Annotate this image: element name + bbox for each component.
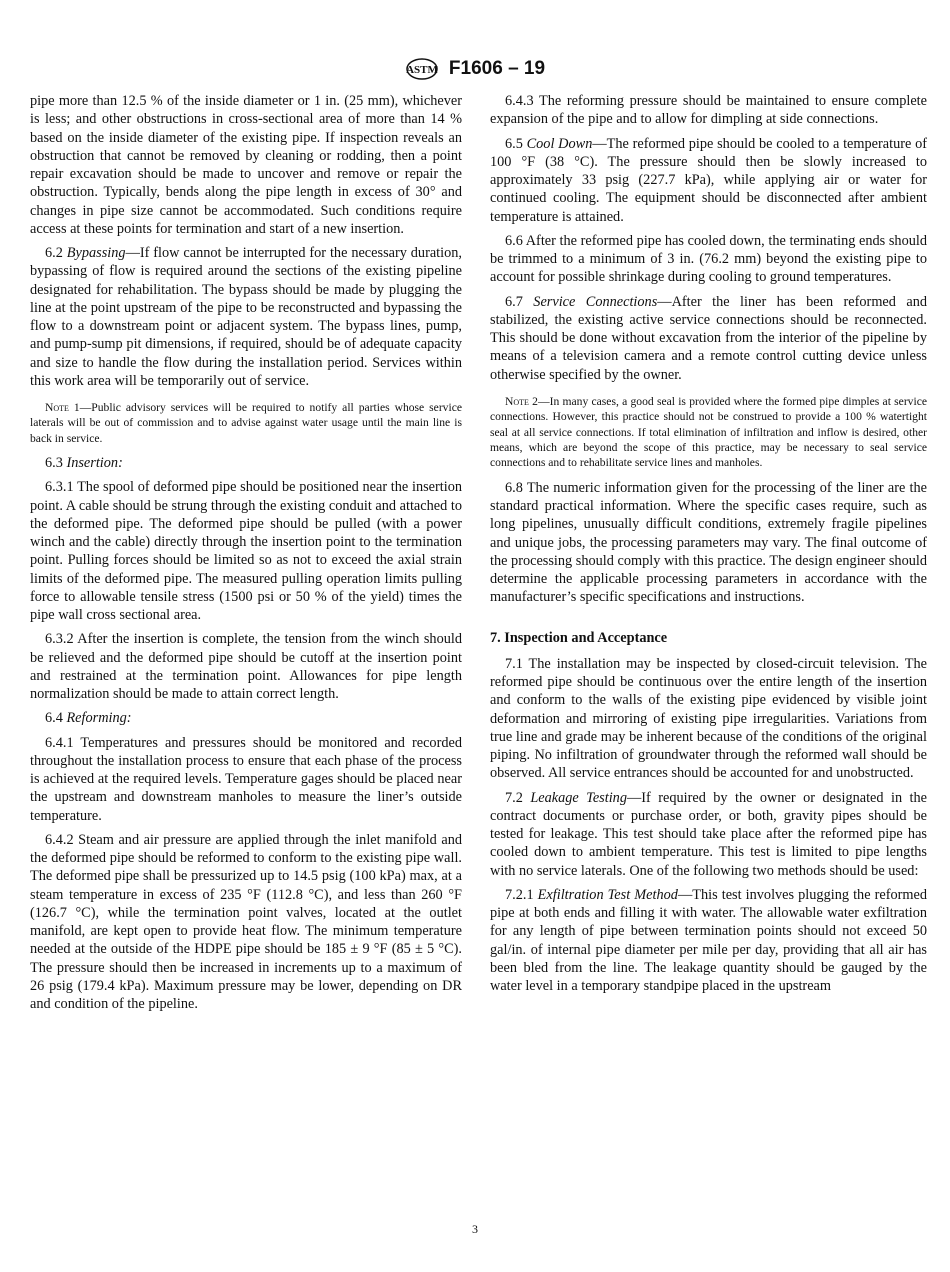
right-column bbox=[490, 92, 927, 1001]
paragraph bbox=[490, 789, 927, 880]
section-heading: 7. Inspection and Acceptance bbox=[490, 629, 668, 646]
section-number: 6.3 bbox=[45, 455, 63, 472]
paragraph-text: pipe more than 12.5 % of the inside diameter or 1 in. (25 mm), whichever is less; and other obstructions in cross-sectional area of more than 14 % based on the inside diameter of the existing pipe. If inspection reveals an obstruction that cannot be removed by cleaning or rodding, then a point repair excavation should be made to uncover and remove or repair the obstruction. Typically, bends along the pipe length in excess of 30° and changes in pipe size cannot be accommodated. Such conditions require access at these points for termination and start of a new insertion. bbox=[30, 93, 462, 237]
section-title: Cool Down bbox=[526, 135, 593, 152]
paragraph-text: The spool of deformed pipe should be positioned near the insertion point. A cable should be strung through the existing conduit and attached to the deformed pipe. The deformed pipe should be pulled (with a power winch and the cable) directly through the insertion point to the termination point. Pulling forces should be limited so as not to exceed the axial strain limits of the deformed pipe. The measured pulling operation limits pulling force to allowable tensile stress (1500 psi or 50 % of the yield) times the pipe wall cross sectional area. bbox=[30, 479, 462, 624]
section-number: 6.7 bbox=[505, 293, 523, 310]
section-number: 7.2 bbox=[505, 789, 523, 806]
paragraph-text: —This test involves plugging the reformed pipe at both ends and filling it with water. The allowable water exfiltration for any length of pipe between termination points should not exceed 50 gal/in. of internal pipe diameter per mile per day, providing that all air has been bled from the line. The leakage quantity should be gauged by the water level in a temporary standpipe placed in the upstream bbox=[490, 886, 927, 995]
note bbox=[30, 400, 462, 446]
section-number: 6.4 bbox=[45, 710, 63, 727]
paragraph-text: —If flow cannot be interrupted for the necessary duration, bypassing of flow is required around the sections of the existing pipeline designated for rehabilitation. The bypass should be made by plugging the line at the point upstream of the pipe to be reconstructed and bypassing the flow to a downstream point or adjacent system. The bypass lines, pump, and pump-sump pit dimensions, if required, should be of adequate capacity and size to handle the flow during the installation period. Services within this work area will be temporarily out of service. bbox=[30, 245, 463, 389]
paragraph bbox=[30, 478, 462, 624]
paragraph bbox=[30, 831, 462, 1014]
standard-designation: F1606 – 19 bbox=[448, 58, 546, 79]
left-column bbox=[30, 92, 462, 1019]
paragraph-text: The numeric information given for the processing of the liner are the standard practical information. Where the specific cases require, such as long pipelines, unusually difficult conditions, extremely fragile pipelines and unique jobs, the processing parameters may vary. The final outcome of the processing should comply with this practice. The design engineer should determine the applicable processing parameters in accordance with the manufacturer’s specific specifications and instructions. bbox=[490, 479, 927, 606]
paragraph bbox=[490, 655, 927, 783]
paragraph-text: —The reformed pipe should be cooled to a temperature of 100 °F (38 °C). The pressure should then be slowly increased to approximately 33 psig (227.7 kPa), while applying air or water for continued cooling. The equipment should be disconnected after ambient temperature is attained. bbox=[490, 135, 927, 225]
paragraph-text: —If required by the owner or designated in the contract documents or purchase order, or both, gravity pipes should be tested for leakage. This test should take place after the reformed pipe has cooled down to ambient temperature. This test is limited to pipe lengths with no service laterals. One of the following two methods should be used: bbox=[490, 789, 928, 879]
paragraph-text: Steam and air pressure are applied through the inlet manifold and the deformed pipe should be reformed to conform to the existing pipe wall. The deformed pipe shall be pressurized up to 14.5 psig (100 kPa) max, at a steam temperature in excess of 235 °F (112.8 °C), and less than 260 °F (126.7 °C), while the termination point valves, located at the outlet manifold, are kept open to provide heat flow. The minimum temperature needed at the outside of the HDPE pipe should be 185 ± 9 °F (85 ± 5 °C). The pressure should then be increased in increments up to a maximum of 26 psig (179.4 kPa). Maximum pressure may be lower, depending on DR and condition of the pipeline. bbox=[30, 831, 462, 1013]
section-number: 7.2.1 bbox=[505, 886, 534, 903]
paragraph bbox=[30, 244, 462, 390]
section-number: 6.4.1 bbox=[45, 734, 74, 751]
section-number: 6.3.1 bbox=[45, 479, 74, 496]
section-title: Insertion: bbox=[66, 455, 123, 472]
paragraph bbox=[30, 454, 462, 472]
section-number: 6.4.3 bbox=[505, 93, 534, 109]
paragraph bbox=[490, 135, 927, 226]
astm-logo-icon bbox=[405, 56, 439, 82]
paragraph bbox=[30, 630, 462, 703]
section-number: 6.2 bbox=[45, 245, 63, 261]
note-text: —In many cases, a good seal is provided where the formed pipe dimples at service connections. However, this practice should not be construed to provide a 100 % watertight seal at all service connections. If total elimination of infiltration and inflow is desired, other means, which are beyond the scope of this practice, may be necessary to seal service connections and to rehabilitate service lines and manholes. bbox=[490, 394, 927, 470]
note-label: Note 1 bbox=[45, 401, 80, 414]
paragraph bbox=[30, 92, 462, 238]
paragraph-text: The reforming pressure should be maintained to ensure complete expansion of the pipe and to allow for dimpling at side connections. bbox=[490, 93, 927, 128]
section-number: 6.3.2 bbox=[45, 631, 74, 648]
note-text: —Public advisory services will be required to notify all parties whose service laterals will be out of commission and to advise against water usage until the main line is back in service. bbox=[30, 401, 462, 445]
paragraph bbox=[490, 886, 927, 996]
paragraph bbox=[490, 293, 927, 384]
paragraph-text: After the reformed pipe has cooled down, the terminating ends should be trimmed to a minimum of 3 in. (76.2 mm) beyond the existing pipe to account for possible shrinkage during cooling to ground temperatures. bbox=[490, 232, 927, 286]
page-number: 3 bbox=[472, 1222, 478, 1236]
section-number: 6.6 bbox=[505, 232, 523, 249]
section-number: 6.4.2 bbox=[45, 831, 74, 848]
paragraph-text: After the insertion is complete, the tension from the winch should be relieved and the deformed pipe should be cutoff at the insertion point and restrained at the termination point. Allowances for pipe length normalization should be made to attain correct length. bbox=[30, 631, 462, 703]
paragraph bbox=[490, 479, 927, 607]
paragraph bbox=[30, 709, 462, 727]
page-header bbox=[0, 56, 950, 82]
section-title: Reforming: bbox=[66, 710, 132, 727]
paragraph bbox=[490, 232, 927, 287]
section-number: 6.5 bbox=[505, 135, 523, 152]
section-title: Service Connections bbox=[533, 293, 658, 310]
section-number: 6.8 bbox=[505, 479, 523, 496]
section-title: Exfiltration Test Method bbox=[537, 886, 678, 903]
section-number: 7.1 bbox=[505, 655, 523, 672]
section-title: Leakage Testing bbox=[530, 789, 627, 806]
note bbox=[490, 394, 927, 471]
paragraph bbox=[490, 92, 927, 129]
note-label: Note 2 bbox=[505, 394, 538, 408]
paragraph-text: —After the liner has been reformed and stabilized, the existing active service connections should be reconnected. This should be done without excavation from the interior of the pipeline by means of a television camera and a remote control cutting device unless otherwise specified by the owner. bbox=[490, 293, 927, 383]
paragraph bbox=[30, 734, 462, 825]
paragraph-text: The installation may be inspected by closed-circuit television. The reformed pipe should be continuous over the entire length of the insertion and conform to the walls of the existing pipe evidenced by visible joint deformation and mirroring of existing pipe irregularities. Variations from true line and grade may be inherent because of the conditions of the original piping. No infiltration of groundwater through the reformed wall should be observed. All service entrances should be accounted for and unobstructed. bbox=[490, 655, 927, 782]
paragraph-text: Temperatures and pressures should be monitored and recorded throughout the installation process to ensure that each phase of the process is achieved at the required levels. Temperature gages should be placed near the upstream and downstream manholes to measure the liner’s outside temperature. bbox=[30, 734, 462, 824]
svg-text:ASTM: ASTM bbox=[406, 64, 438, 76]
section-title: Bypassing bbox=[66, 245, 126, 261]
